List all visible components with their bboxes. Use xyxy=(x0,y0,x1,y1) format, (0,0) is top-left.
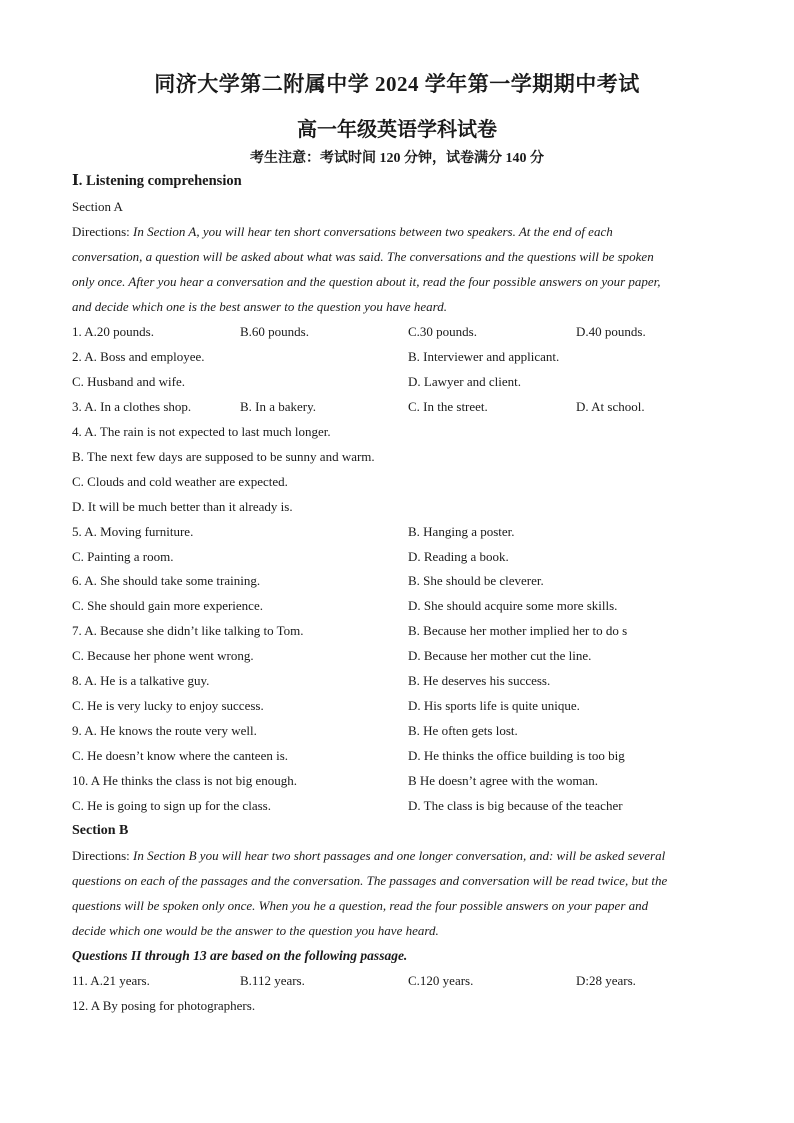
q12-option-a: 12. A By posing for photographers. xyxy=(72,998,256,1013)
q3-option-c: C. In the street. xyxy=(408,399,488,414)
q3-option-a: 3. A. In a clothes shop. xyxy=(72,399,192,414)
passage-note: Questions II through 13 are based on the following passage. xyxy=(72,948,408,963)
section-b-directions-line xyxy=(72,846,665,866)
q1-option-a: 1. A.20 pounds. xyxy=(72,324,154,339)
section-a-directions-line: conversation, a question will be asked about what was said. The conversations and the questions will be spoken xyxy=(72,249,654,264)
section-a-directions-line: only once. After you hear a conversation and the question about it, read the four possible answers on your paper, xyxy=(72,274,661,289)
section-a-directions-line xyxy=(72,222,613,242)
section-b-directions-line: decide which one would be the answer to the question you have heard. xyxy=(72,923,439,938)
directions-text: In Section B you will hear two short passages and one longer conversation, and: will be asked several xyxy=(129,848,666,863)
q11-option-d: D:28 years. xyxy=(576,973,636,988)
directions-text: In Section A, you will hear ten short conversations between two speakers. At the end of each xyxy=(129,224,613,239)
q9-option-a: 9. A. He knows the route very well. xyxy=(72,723,257,738)
section-a-label: Section A xyxy=(72,199,123,214)
q7-option-b: B. Because her mother implied her to do s xyxy=(408,623,628,638)
q1-option-d: D.40 pounds. xyxy=(576,324,646,339)
exam-subtitle: 高一年级英语学科试卷 xyxy=(297,119,497,141)
q11-option-c: C.120 years. xyxy=(408,973,474,988)
q4-option-a: 4. A. The rain is not expected to last much longer. xyxy=(72,424,331,439)
q8-option-b: B. He deserves his success. xyxy=(408,673,551,688)
q10-option-b: B He doesn’t agree with the woman. xyxy=(408,773,599,788)
q3-option-d: D. At school. xyxy=(576,399,645,414)
q8-option-d: D. His sports life is quite unique. xyxy=(408,698,580,713)
exam-notice: 考生注意：考试时间 120 分钟，试卷满分 140 分 xyxy=(250,151,544,166)
q11-option-b: B.112 years. xyxy=(240,973,305,988)
q4-option-b: B. The next few days are supposed to be sunny and warm. xyxy=(72,449,375,464)
q10-option-a: 10. A He thinks the class is not big enough. xyxy=(72,773,297,788)
directions-label: Directions: xyxy=(72,224,130,239)
q9-option-c: C. He doesn’t know where the canteen is. xyxy=(72,748,289,763)
q4-option-c: C. Clouds and cold weather are expected. xyxy=(72,474,288,489)
q5-option-c: C. Painting a room. xyxy=(72,549,174,564)
q5-option-a: 5. A. Moving furniture. xyxy=(72,524,194,539)
q1-option-c: C.30 pounds. xyxy=(408,324,477,339)
section-b-label: Section B xyxy=(72,823,129,838)
section-b-directions-line: questions on each of the passages and the conversation. The passages and conversation will be read twice, but the xyxy=(72,873,668,888)
q8-option-a: 8. A. He is a talkative guy. xyxy=(72,673,210,688)
directions-label: Directions: xyxy=(72,848,130,863)
exam-title: 同济大学第二附属中学 2024 学年第一学期期中考试 xyxy=(154,72,640,96)
q4-option-d: D. It will be much better than it already is. xyxy=(72,499,293,514)
q2-option-c: C. Husband and wife. xyxy=(72,374,186,389)
section-b-directions-line: questions will be spoken only once. When you he a question, read the four possible answers on your paper and xyxy=(72,898,649,913)
q2-option-b: B. Interviewer and applicant. xyxy=(408,349,560,364)
q7-option-a: 7. A. Because she didn’t like talking to Tom. xyxy=(72,623,304,638)
q2-option-a: 2. A. Boss and employee. xyxy=(72,349,205,364)
q8-option-c: C. He is very lucky to enjoy success. xyxy=(72,698,264,713)
q10-option-c: C. He is going to sign up for the class. xyxy=(72,798,271,813)
q9-option-d: D. He thinks the office building is too big xyxy=(408,748,625,763)
part1-heading: Ⅰ. Listening comprehension xyxy=(72,173,242,189)
q7-option-d: D. Because her mother cut the line. xyxy=(408,648,592,663)
q2-option-d: D. Lawyer and client. xyxy=(408,374,521,389)
q6-option-c: C. She should gain more experience. xyxy=(72,598,263,613)
q6-option-d: D. She should acquire some more skills. xyxy=(408,598,618,613)
section-a-directions-line: and decide which one is the best answer to the question you have heard. xyxy=(72,299,448,314)
q10-option-d: D. The class is big because of the teacher xyxy=(408,798,623,813)
q9-option-b: B. He often gets lost. xyxy=(408,723,518,738)
q5-option-d: D. Reading a book. xyxy=(408,549,509,564)
q3-option-b: B. In a bakery. xyxy=(240,399,317,414)
q6-option-a: 6. A. She should take some training. xyxy=(72,573,261,588)
q7-option-c: C. Because her phone went wrong. xyxy=(72,648,254,663)
q6-option-b: B. She should be cleverer. xyxy=(408,573,544,588)
q5-option-b: B. Hanging a poster. xyxy=(408,524,515,539)
q1-option-b: B.60 pounds. xyxy=(240,324,309,339)
q11-option-a: 11. A.21 years. xyxy=(72,973,150,988)
